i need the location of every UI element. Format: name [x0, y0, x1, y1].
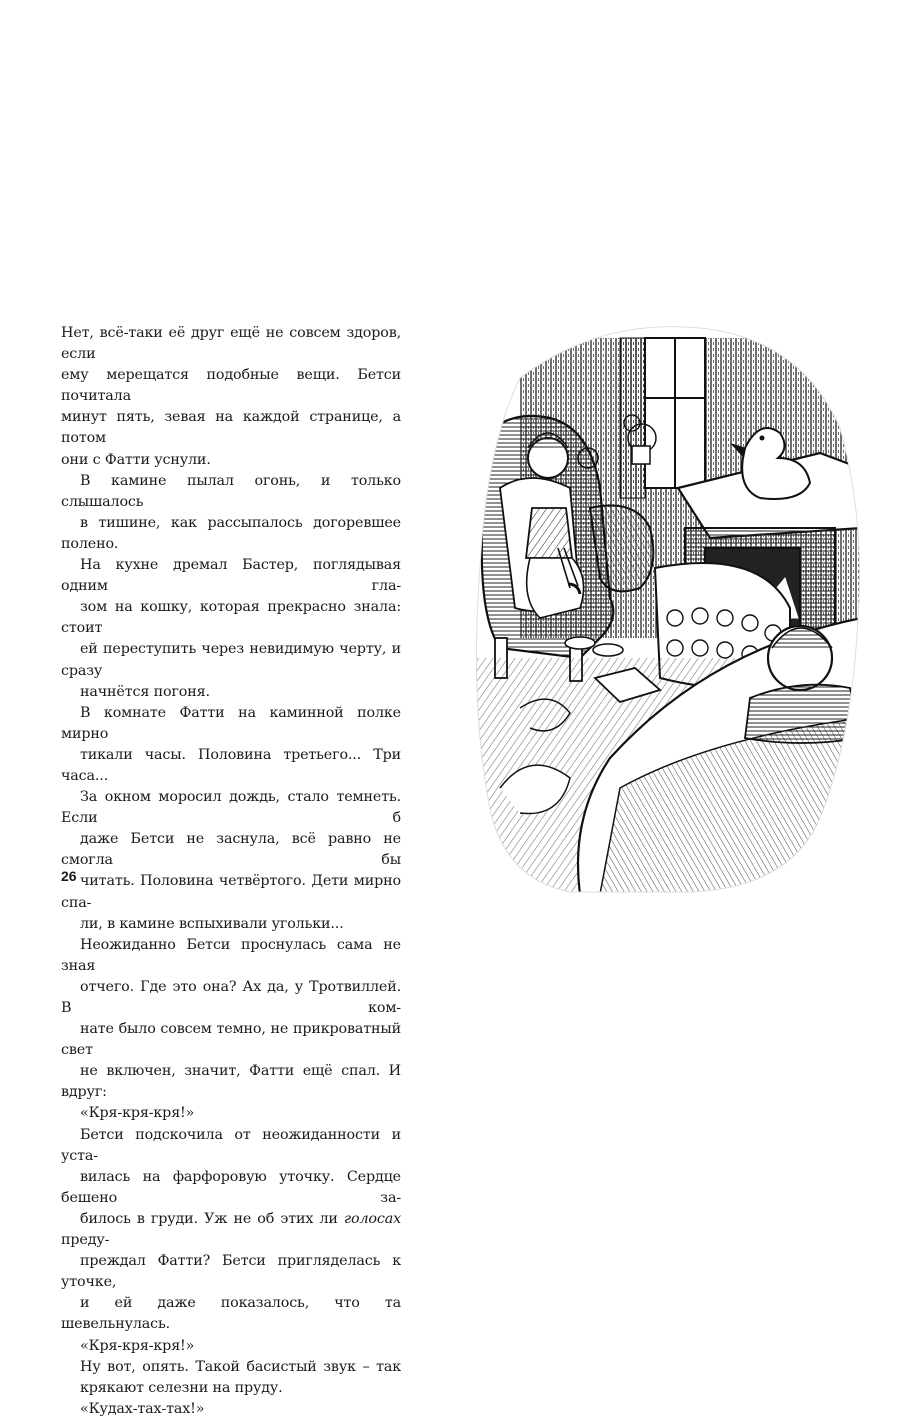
text-line: В камине пылал огонь, и только слышалось — [61, 472, 401, 510]
paragraph-2 — [61, 471, 401, 703]
illustration-drawing — [460, 318, 862, 894]
text-fragment: преду- — [61, 1232, 110, 1249]
text-line: ли, в камине вспыхивали угольки... — [80, 915, 344, 932]
text-line: тикали часы. Половина третьего... Три часа... — [61, 746, 401, 784]
text-line: «Кудах-тах-тах!» — [80, 1400, 205, 1417]
text-line: крякают селезни на пруду. — [80, 1379, 283, 1396]
text-line: отчего. Где это она? Ах да, у Тротвиллей. В ком- — [61, 978, 401, 1016]
text-column — [61, 323, 401, 1420]
text-line: За окном моросил дождь, стало темнеть. Если б — [61, 789, 401, 827]
text-line: Нет, всё-таки её друг ещё не совсем здоров, если — [61, 325, 401, 363]
text-line: Бетси подскочила от неожиданности и уста- — [61, 1126, 401, 1164]
paragraph-7 — [61, 1336, 401, 1357]
text-line — [61, 1209, 401, 1251]
text-line: зом на кошку, которая прекрасно знала: стоит — [61, 599, 401, 637]
text-line: читать. Половина четвёртого. Дети мирно спа- — [61, 873, 401, 911]
text-fragment: билось в груди. Уж не об этих ли — [80, 1210, 344, 1227]
text-line: не включен, значит, Фатти ещё спал. И вдруг: — [61, 1063, 401, 1101]
text-line: в тишине, как рассыпалось догоревшее полено. — [61, 514, 401, 552]
italic-word: голосах — [343, 1210, 401, 1227]
text-line: и ей даже показалось, что та шевельнулась. — [61, 1295, 401, 1333]
text-line: «Кря-кря-кря!» — [80, 1337, 195, 1354]
text-line: На кухне дремал Бастер, поглядывая одним гла- — [61, 557, 401, 595]
text-line: они с Фатти уснули. — [61, 451, 211, 468]
text-line: ей переступить через невидимую черту, и сразу — [61, 641, 401, 679]
paragraph-5 — [61, 1103, 401, 1124]
text-line: нате было совсем темно, не прикроватный свет — [61, 1021, 401, 1059]
paragraph-6 — [61, 1125, 401, 1336]
text-line: даже Бетси не заснула, всё равно не смогла бы — [61, 831, 401, 869]
paragraph-8 — [61, 1357, 401, 1399]
text-line: ему мерещатся подобные вещи. Бетси почитала — [61, 367, 401, 405]
text-line: начнётся погоня. — [80, 683, 210, 700]
paragraph-9 — [61, 1399, 401, 1420]
text-line: преждал Фатти? Бетси пригляделась к уточке, — [61, 1253, 401, 1291]
text-line: вилась на фарфоровую уточку. Сердце бешено за- — [61, 1168, 401, 1206]
text-line: Ну вот, опять. Такой басистый звук – так — [80, 1358, 401, 1375]
text-line: «Кря-кря-кря!» — [80, 1105, 195, 1122]
paragraph-4 — [61, 935, 401, 1104]
text-line: минут пять, зевая на каждой странице, а потом — [61, 409, 401, 447]
paragraph-3 — [61, 703, 401, 935]
text-line: В комнате Фатти на каминной полке мирно — [61, 704, 401, 742]
paragraph-1 — [61, 323, 401, 471]
illustration — [460, 318, 862, 894]
page-number: 26 — [61, 868, 77, 884]
text-line: Неожиданно Бетси проснулась сама не зная — [61, 936, 401, 974]
